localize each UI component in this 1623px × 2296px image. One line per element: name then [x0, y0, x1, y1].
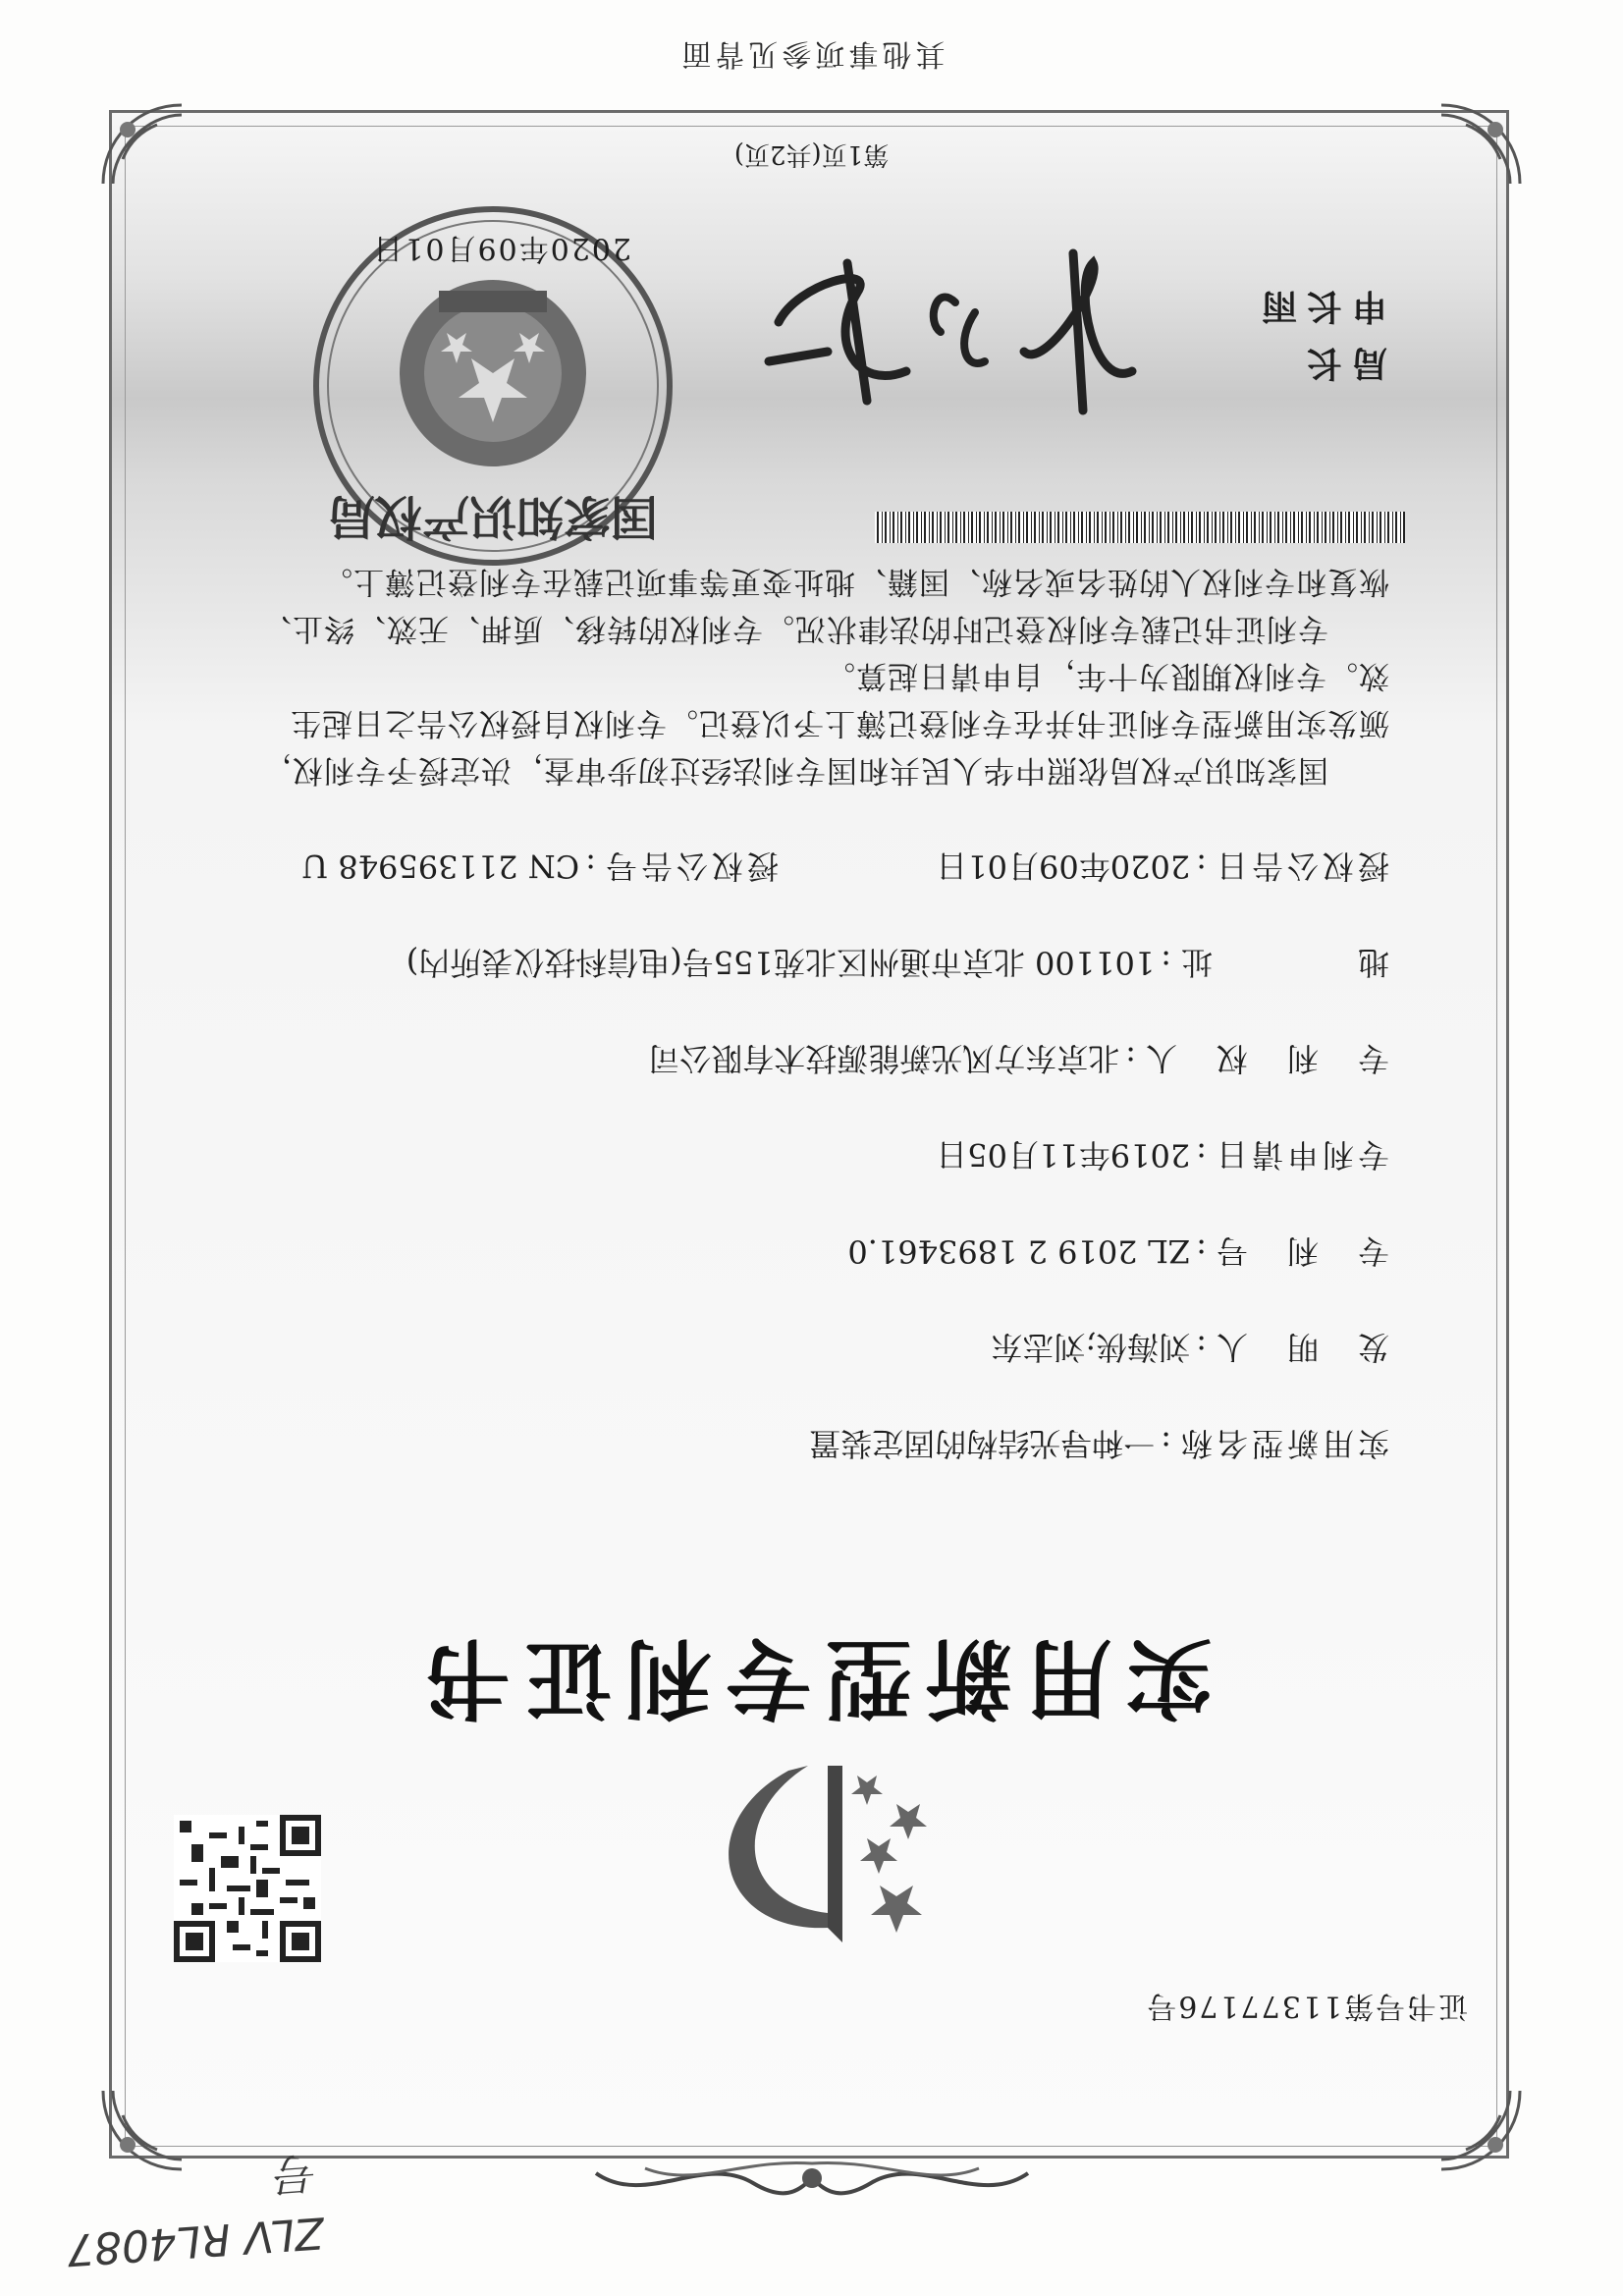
corner-ornament-icon	[1436, 2086, 1525, 2174]
seal-date: 2020年09月01日	[371, 231, 631, 265]
field-patent-number: 专 利 号:ZL 2019 2 1893461.0	[847, 1232, 1389, 1270]
director-name: 申长雨	[1251, 286, 1387, 327]
seal-text: 国家知识产权局	[327, 490, 659, 542]
director-title: 局长	[1296, 343, 1387, 384]
handwritten-note: ZLV RL4087 号	[65, 2146, 326, 2275]
body-paragraph: 专利证书记载专利权登记时的法律状况。专利权的转移、质押、无效、终止、恢复和专利权人的姓名或名称、国籍、地址变更等事项记载在专利登记簿上。	[260, 564, 1389, 646]
decorative-ornament-icon	[586, 2144, 1038, 2213]
field-application-date: 专利申请日:2019年11月05日	[936, 1136, 1389, 1174]
certificate-title: 实用新型专利证书	[410, 1627, 1213, 1729]
body-paragraph: 国家知识产权局依照中华人民共和国专利法经过初步审查，决定授予专利权，颁发实用新型专利证书并在专利登记簿上予以登记。专利权自授权公告之日起生效。专利权期限为十年，自申请日起算。	[260, 658, 1389, 788]
director-signature-icon	[739, 244, 1152, 430]
footer-note: 其他事项参见背面	[677, 36, 946, 71]
certificate-body-text	[241, 558, 1389, 793]
field-address: 地 址:101100 北京市通州区北苑155号(电信科技仪表所内)	[406, 944, 1389, 981]
barcode	[875, 512, 1405, 543]
patent-logo-icon	[661, 1746, 936, 1972]
field-inventor: 发 明 人:刘海侠;刘志东	[991, 1329, 1389, 1366]
certificate-number: 证书号第11377176号	[1145, 1989, 1468, 2023]
field-patentee: 专 利 权 人:北京东方风光新能源技术有限公司	[648, 1040, 1389, 1077]
field-grant-info: 授权公告日:2020年09月01日 授权公告号:CN 211395948 U	[301, 847, 1389, 885]
qr-code	[174, 1815, 321, 1962]
field-utility-model-name: 实用新型名称:一种导光结构的固定装置	[809, 1425, 1389, 1462]
page-number: 第1页(共2页)	[733, 139, 890, 169]
